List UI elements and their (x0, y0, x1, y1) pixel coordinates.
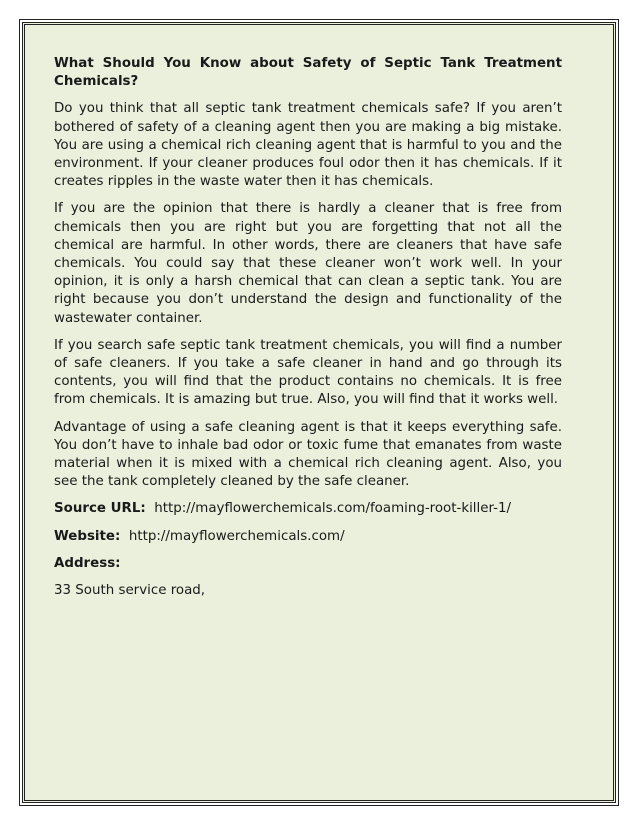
website-link[interactable]: http://mayflowerchemicals.com/ (128, 528, 345, 544)
source-url-link[interactable]: http://mayflowerchemicals.com/foaming-root-killer-1/ (154, 501, 511, 517)
address-line: 33 South service road, (54, 583, 206, 599)
document-title: What Should You Know about Safety of Septic Tank Treatment Chemicals? (54, 56, 562, 90)
document-body (54, 55, 562, 609)
website-label: Website: (54, 528, 121, 544)
website-line (54, 528, 562, 546)
paragraph-1: Do you think that all septic tank treatment chemicals safe? If you aren’t bothered of safety of a cleaning agent then you are making a big mistake. You are using a chemical rich cleaning agent that is harmful to you and the environment. If your cleaner produces foul odor then it has chemicals. If it creates ripples in the waste water then it has chemicals. (54, 101, 562, 190)
paragraph-3: If you search safe septic tank treatment chemicals, you will find a number of safe cleaners. If you take a safe cleaner in hand and go through its contents, you will find that the product contains no chemicals. It is free from chemicals. It is amazing but true. Also, you will find that it works well. (54, 337, 562, 408)
source-url-label: Source URL: (54, 501, 146, 517)
source-url-line (54, 500, 562, 518)
paragraph-2: If you are the opinion that there is hardly a cleaner that is free from chemicals then you are right but you are forgetting that not all the chemical are harmful. In other words, there are cleaners that have safe chemicals. You could say that these cleaner won’t work well. In your opinion, it is only a harsh chemical that can clean a septic tank. You are right because you don’t understand the design and functionality of the wastewater container. (54, 201, 562, 326)
paragraph-4: Advantage of using a safe cleaning agent is that it keeps everything safe. You don’t have to inhale bad odor or toxic fume that emanates from waste material when it is mixed with a chemical rich cleaning agent. Also, you see the tank completely cleaned by the safe cleaner. (54, 419, 562, 490)
address-label: Address: (54, 555, 121, 571)
